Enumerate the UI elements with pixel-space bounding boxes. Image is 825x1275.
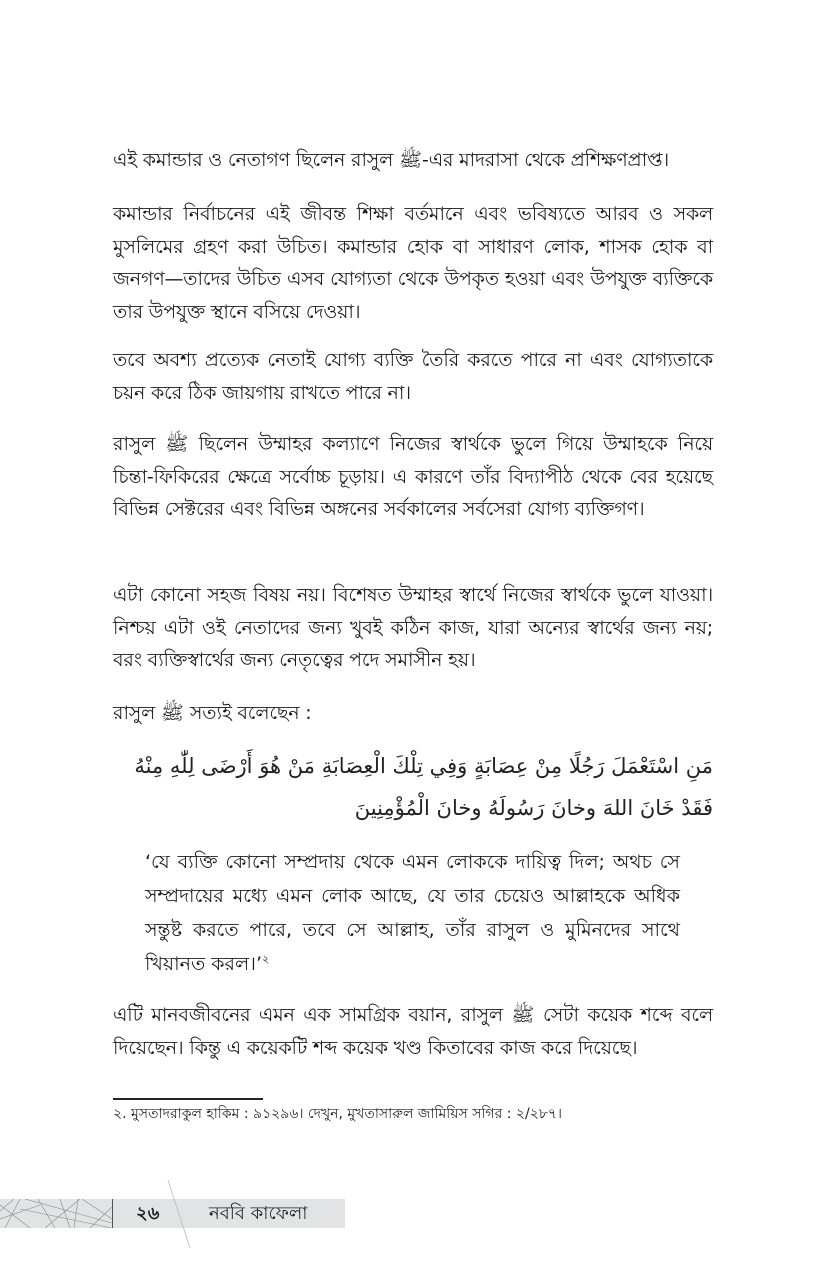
- footnote: ২. মুসতাদরাকুল হাকিম : ৯১২৯৬। দেখুন, মুখতাসারুল জামিয়িস সগির : ২/২৮৭।: [113, 1106, 563, 1122]
- book-title: নববি কাফেলা: [209, 1203, 308, 1224]
- hadith-translation: [145, 845, 680, 981]
- closing-paragraph: এটি মানবজীবনের এমন এক সামগ্রিক বয়ান, রাসুল ﷺ সেটা কয়েক শব্দে বলে দিয়েছেন। কিন্তু এ কয়েকটি শব্দ কয়েক খণ্ড কিতাবের কাজ করে দিয়েছে।: [113, 1004, 713, 1059]
- decorative-line-pattern-icon: [0, 1199, 112, 1228]
- footer-divider: [112, 1199, 113, 1228]
- paragraph-3: তবে অবশ্য প্রত্যেক নেতাই যোগ্য ব্যক্তি তৈরি করতে পারে না এবং যোগ্যতাকে চয়ন করে ঠিক জায়গায় রাখতে পারে না।: [113, 349, 713, 404]
- paragraph-1: এই কমান্ডার ও নেতাগণ ছিলেন রাসুল ﷺ-এর মাদরাসা থেকে প্রশিক্ষণপ্রাপ্ত।: [113, 149, 670, 171]
- paragraph-5: এটা কোনো সহজ বিষয় নয়। বিশেষত উম্মাহর স্বার্থে নিজের স্বার্থকে ভুলে যাওয়া। নিশ্চয় এটা ওই নেতাদের জন্য খুবই কঠিন কাজ, যারা অন্যের স্বার্থের জন্য নয়; বরং ব্যক্তিস্বার্থের জন্য নেতৃত্বের পদে সমাসীন হয়।: [113, 584, 713, 671]
- paragraph-2: কমান্ডার নির্বাচনের এই জীবন্ত শিক্ষা বর্তমানে এবং ভবিষ্যতে আরব ও সকল মুসলিমের গ্রহণ করা উচিত। কমান্ডার হোক বা সাধারণ লোক, শাসক হোক বা জনগণ—তাদের উচিত এসব যোগ্যতা থেকে উপকৃত হওয়া এবং উপযুক্ত ব্যক্তিকে তার উপযুক্ত স্থানে বসিয়ে দেওয়া।: [113, 203, 713, 323]
- page-number: ২৬: [136, 1203, 160, 1224]
- hadith-translation-text: ‘যে ব্যক্তি কোনো সম্প্রদায় থেকে এমন লোককে দায়িত্ব দিল; অথচ সে সম্প্রদায়ের মধ্যে এমন লোক আছে, যে তার চেয়েও আল্লাহকে অধিক সন্তুষ্ট করতে পারে, তবে সে আল্লাহ, তাঁর রাসুল ও মুমিনদের সাথে খিয়ানত করল।’: [145, 851, 680, 975]
- paragraph-4: রাসুল ﷺ ছিলেন উম্মাহর কল্যাণে নিজের স্বার্থকে ভুলে গিয়ে উম্মাহকে নিয়ে চিন্তা-ফিকিরের ক্ষেত্রে সর্বোচ্চ চূড়ায়। এ কারণে তাঁর বিদ্যাপীঠ থেকে বের হয়েছে বিভিন্ন সেক্টরের এবং বিভিন্ন অঙ্গনের সর্বকালের সর্বসেরা যোগ্য ব্যক্তিগণ।: [113, 433, 713, 520]
- hadith-arabic-line-1: مَنِ اسْتَعْمَلَ رَجُلًا مِنْ عِصَابَةٍ وَفِي تِلْكَ الْعِصَابَةِ مَنْ هُوَ أَرْضَى لِلّٰهِ مِنْهُ: [134, 754, 713, 778]
- hadith-arabic-line-2: فَقَدْ خَانَ اللهَ وخانَ رَسُولَهُ وخانَ الْمُؤْمِنِينَ: [354, 796, 713, 820]
- footnote-marker[interactable]: ২: [262, 952, 270, 966]
- footnote-divider: [113, 1098, 263, 1100]
- hadith-intro: রাসুল ﷺ সত্যই বলেছেন :: [113, 702, 312, 724]
- hadith-arabic: [134, 745, 713, 829]
